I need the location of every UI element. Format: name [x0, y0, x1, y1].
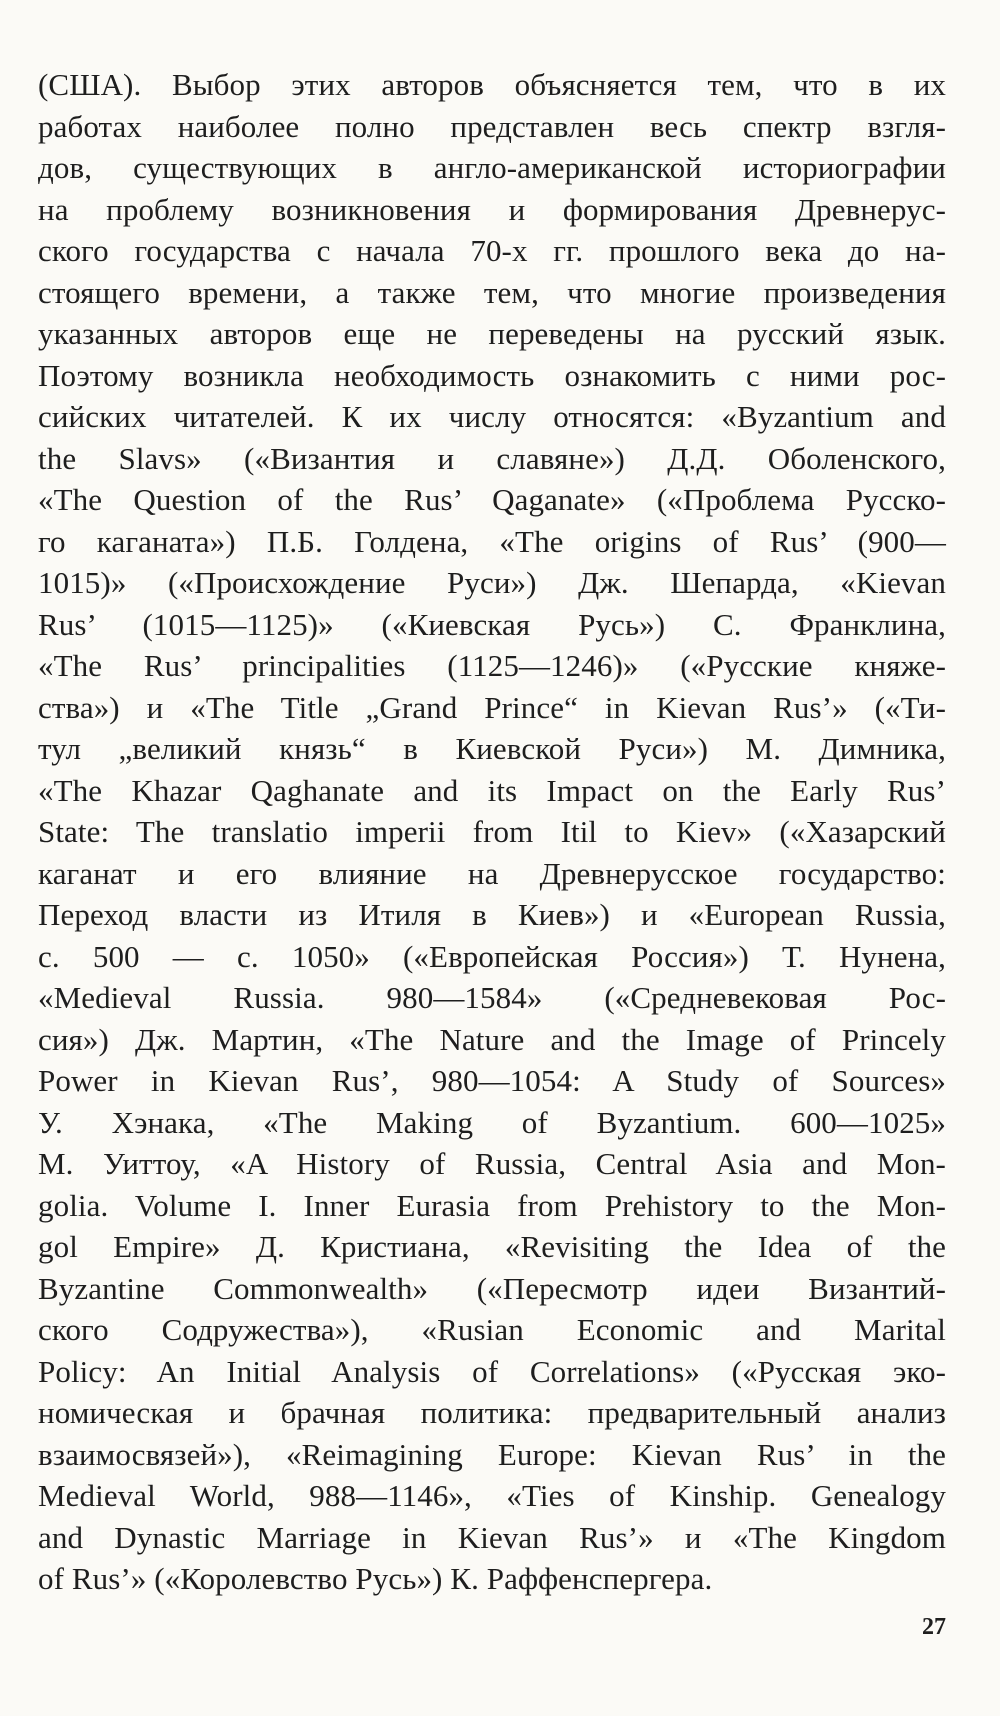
text-line: М. Уиттоу, «A History of Russia, Central Asia and Mon- — [38, 1146, 946, 1181]
text-line: State: The translatio imperii from Itil to Kiev» («Хазарский — [38, 814, 946, 849]
text-line: У. Хэнака, «The Making of Byzantium. 600—1025» — [38, 1104, 946, 1140]
text-line: golia. Volume I. Inner Eurasia from Prehistory to the Mon- — [38, 1187, 946, 1223]
text-line: взаимосвязей»), «Reimagining Europe: Kievan Rus’ in the — [38, 1436, 946, 1472]
text-line: ского государства с начала 70-х гг. прошлого века до на- — [38, 233, 946, 268]
text-line: «The Question of the Rus’ Qaganate» («Проблема Русско- — [38, 482, 946, 517]
text-line: c. 500 — c. 1050» («Европейская Россия») Т. Нунена, — [38, 938, 946, 974]
text-line: дов, существующих в англо-американской историографии — [38, 150, 946, 185]
body-text — [38, 64, 946, 1600]
text-line: Medieval World, 988—1146», «Ties of Kinship. Genealogy — [38, 1478, 946, 1513]
page-number: 27 — [922, 1614, 946, 1640]
text-line: каганат и его влияние на Древнерусское государство: — [38, 855, 946, 891]
text-line: 1015)» («Происхождение Руси») Дж. Шепарда, «Kievan — [38, 565, 946, 600]
text-line: сия») Дж. Мартин, «The Nature and the Image of Princely — [38, 1021, 946, 1057]
text-line: ского Содружества»), «Rusian Economic and Marital — [38, 1312, 946, 1347]
text-line: Power in Kievan Rus’, 980—1054: A Study of Sources» — [38, 1063, 946, 1098]
text-line: and Dynastic Marriage in Kievan Rus’» и «The Kingdom — [38, 1519, 946, 1555]
text-line: «Medieval Russia. 980—1584» («Средневековая Рос- — [38, 980, 946, 1015]
text-line: ства») и «The Title „Grand Prince“ in Kievan Rus’» («Ти- — [38, 689, 946, 725]
text-line: «The Khazar Qaghanate and its Impact on the Early Rus’ — [38, 772, 946, 808]
text-line: (США). Выбор этих авторов объясняется тем, что в их — [38, 67, 946, 102]
text-line: gol Empire» Д. Кристиана, «Revisiting the Idea of the — [38, 1229, 946, 1264]
text-line: the Slavs» («Византия и славяне») Д.Д. Оболенского, — [38, 440, 946, 476]
text-line: «The Rus’ principalities (1125—1246)» («Русские княже- — [38, 648, 946, 683]
text-line: указанных авторов еще не переведены на русский язык. — [38, 316, 946, 351]
text-line: го каганата») П.Б. Голдена, «The origins of Rus’ (900— — [38, 523, 946, 559]
text-line: тул „великий князь“ в Киевской Руси») М. Димника, — [38, 731, 946, 766]
text-line: Переход власти из Итиля в Киев») и «European Russia, — [38, 897, 946, 932]
text-line: Byzantine Commonwealth» («Пересмотр идеи Византий- — [38, 1270, 946, 1306]
text-line: Rus’ (1015—1125)» («Киевская Русь») С. Франклина, — [38, 606, 946, 642]
text-line: работах наиболее полно представлен весь спектр взгля- — [38, 108, 946, 144]
text-line: сийских читателей. К их числу относятся: «Byzantium and — [38, 399, 946, 434]
text-line: Поэтому возникла необходимость ознакомить с ними рос- — [38, 357, 946, 393]
text-line: стоящего времени, а также тем, что многие произведения — [38, 274, 946, 310]
text-line-last: of Rus’» («Королевство Русь») К. Раффенспергера. — [38, 1561, 713, 1596]
text-line: номическая и брачная политика: предварительный анализ — [38, 1395, 946, 1430]
text-line: на проблему возникновения и формирования Древнерус- — [38, 191, 946, 227]
text-line: Policy: An Initial Analysis of Correlations» («Русская эко- — [38, 1353, 946, 1389]
